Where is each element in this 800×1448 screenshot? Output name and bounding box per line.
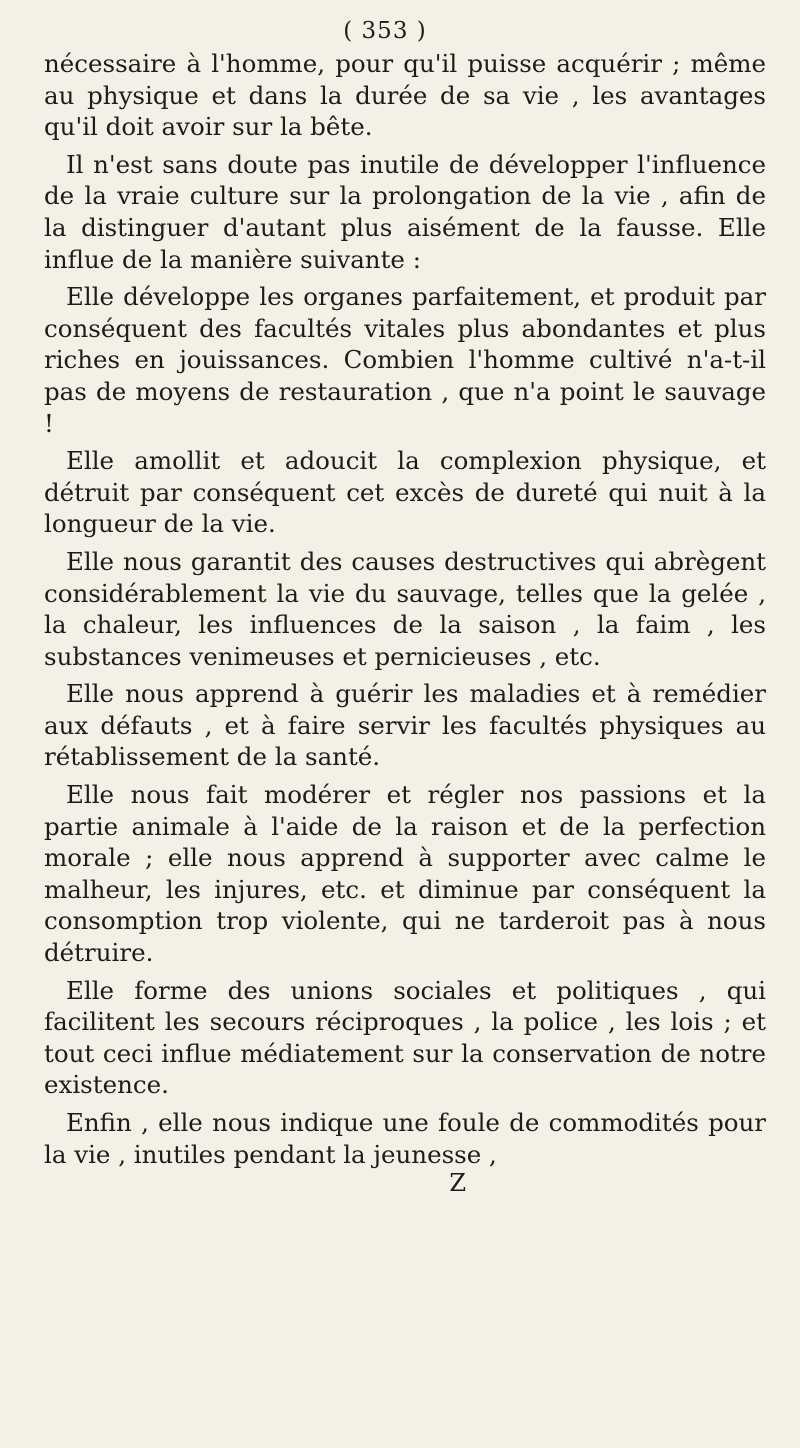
paragraph-6: Elle nous apprend à guérir les maladies et à remédier aux défauts , et à faire servir les facultés physiques au rétablissement de la santé. — [44, 679, 766, 772]
signature-mark: Z — [449, 1169, 466, 1198]
paragraph-2: Il n'est sans doute pas inutile de développer l'influence de la vraie culture sur la prolongation de la vie , afin de la distinguer d'autant plus aisément de la fausse. Elle influe de la manière suivante : — [44, 149, 766, 274]
paragraph-8: Elle forme des unions sociales et politiques , qui facilitent les secours réciproques , la police , les lois ; et tout ceci influe médiatement sur la conservation de notre existence. — [44, 975, 766, 1100]
paragraph-4: Elle amollit et adoucit la complexion physique, et détruit par conséquent cet excès de dureté qui nuit à la longueur de la vie. — [44, 446, 766, 539]
paragraph-3: Elle développe les organes parfaitement, et produit par conséquent des facultés vitales plus abondantes et plus riches en jouissances. Combien l'homme cultivé n'a-t-il pas de moyens de restauration , que n'a point le sauvage ! — [44, 282, 766, 438]
paragraph-7: Elle nous fait modérer et régler nos passions et la partie animale à l'aide de la raison et de la perfection morale ; elle nous apprend à supporter avec calme le malheur, les injures, etc. et diminue par conséquent la consomption trop violente, qui ne tarderoit pas à nous détruire. — [44, 780, 766, 968]
paragraph-5: Elle nous garantit des causes destructives qui abrègent considérablement la vie du sauvage, telles que la gelée , la chaleur, les influences de la saison , la faim , les substances venimeuses et pernicieuses , etc. — [44, 546, 766, 671]
paragraph-9: Enfin , elle nous indique une foule de commodités pour la vie , inutiles pendant la jeunesse , — [44, 1108, 766, 1169]
page-number: ( 353 ) — [343, 18, 427, 44]
paragraph-1: nécessaire à l'homme, pour qu'il puisse acquérir ; même au physique et dans la durée de sa vie , les avantages qu'il doit avoir sur la bête. — [44, 49, 766, 142]
